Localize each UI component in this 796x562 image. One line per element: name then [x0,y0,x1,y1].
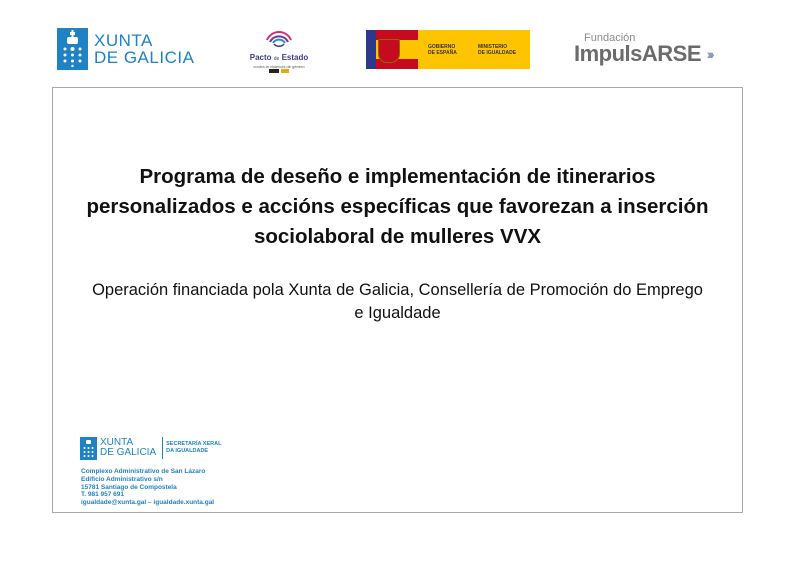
pacto-partner-marks [243,69,315,75]
address-line: Complexo Administrativo de San Lázaro [81,468,206,475]
document-title [73,162,722,252]
address-line: 15781 Santiago de Compostela [81,483,177,491]
contact-address [81,468,214,507]
address-line: T. 981 957 691 [81,491,125,499]
xunta-logo-line2: DE GALICIA [94,48,195,67]
logo-bar [0,0,796,80]
title-line: Programa de deseño e implementación de itinerarios [139,165,656,188]
gobierno-de-espana-logo [366,30,530,69]
gobierno-col1: GOBIERNO DE ESPAÑA [428,43,457,56]
fundacion-impulsarse-logo [574,33,746,65]
secretaria-text: SECRETARÍA XERAL DA IGUALDADE [166,441,222,454]
pacto-subtitle: contra la violencia de género [253,64,305,69]
xunta-emblem-icon [57,28,88,70]
impulsarse-fundacion-label: Fundación [584,32,636,44]
xunta-emblem-icon [80,437,97,460]
title-line: sociolaboral de mulleres VVX [253,225,542,248]
gobierno-text [418,30,530,69]
footer-xunta-text: XUNTA DE GALICIA [100,437,157,458]
secretaria-xeral-logo [80,436,221,460]
xunta-de-galicia-logo [57,28,194,70]
pacto-de-estado-logo [243,18,315,73]
impulsarse-name: ImpulsARSE ››› [574,41,712,66]
spain-coat-of-arms-icon [366,30,418,69]
gobierno-col2: MINISTERIO DE IGUALDADE [478,43,517,56]
title-line: personalizados e accións específicas que favorezan a inserción [86,195,709,218]
subtitle-line: Operación financiada pola Xunta de Galicia, Consellería de Promoción do Emprego [92,281,703,299]
subtitle-line: e Igualdade [354,304,441,322]
address-line: Edificio Administrativo s/n [81,475,163,483]
xunta-logo-text [94,32,194,66]
chevrons-right-icon: ››› [706,46,712,62]
address-line: igualdade@xunta.gal – igualdade.xunta.gal [81,499,215,507]
document-frame [52,87,743,513]
xunta-logo-line1: XUNTA [94,31,153,50]
pacto-circles-icon [243,18,315,48]
pacto-title: Pacto de Estado [249,53,309,62]
document-subtitle [73,279,722,325]
footer-logo-divider [162,437,163,459]
